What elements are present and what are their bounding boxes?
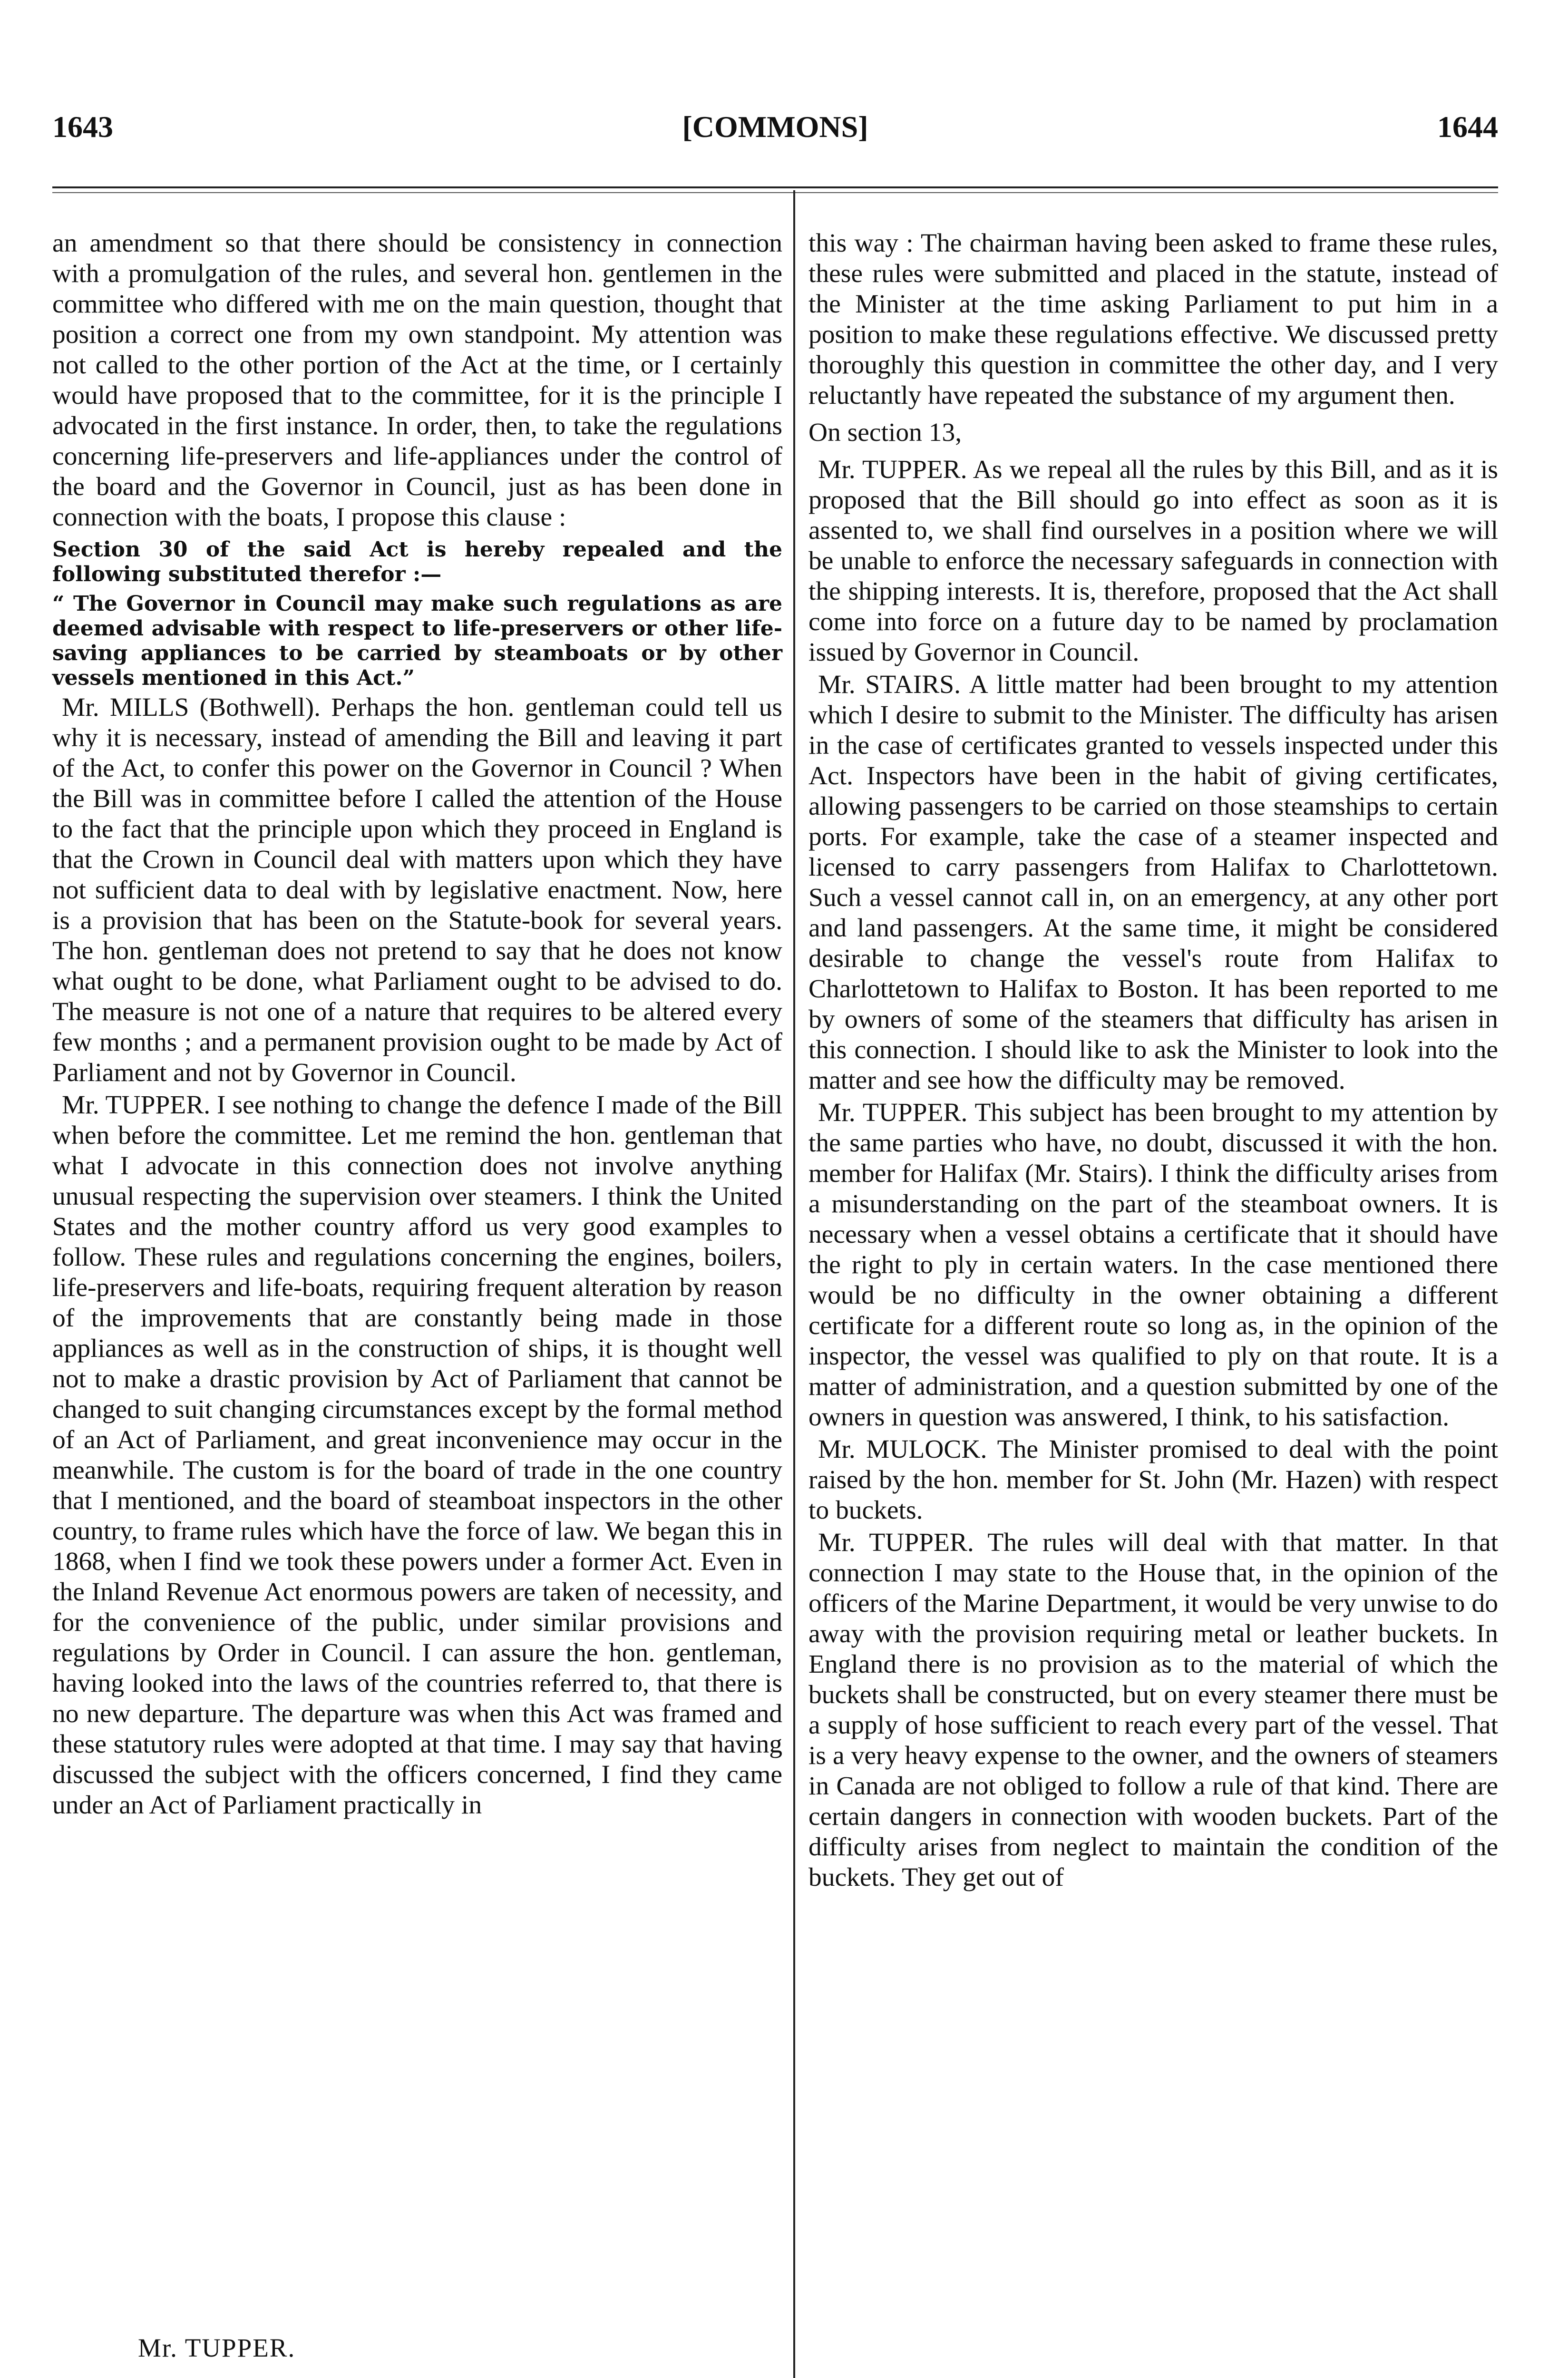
paragraph: Mr. STAIRS. A little matter had been brought to my attention which I desire to submit to the Minister. The difficulty has arisen in the case of certificates granted to vessels inspected under this Act. Inspectors have been in the habit of giving certificates, allowing passengers to be carried on those steamships to certain ports. For example, take the case of a steamer inspected and licensed to carry passengers from Halifax to Charlottetown. Such a vessel cannot call in, on an emergency, at any other port and land passengers. At the same time, it might be considered desirable to change the vessel's route from Halifax to Charlottetown to Halifax to Boston. It has been reported to me by owners of some of the steamers that difficulty has arisen in this connection. I should like to ask the Minister to look into the matter and see how the difficulty may be removed. [808,670,1498,1095]
clause-text: “ The Governor in Council may make such regulations as are deemed advisable with respect to life-preservers or other life-saving appliances to be carried by steamboats or by other vessels mentioned in this Act.” [52,592,782,690]
paragraph: Mr. TUPPER. This subject has been brought to my attention by the same parties who have, no doubt, discussed it with the hon. member for Halifax (Mr. Stairs). I think the difficulty arises from a misunderstanding on the part of the steamboat owners. It is necessary when a vessel obtains a certificate that it should have the right to ply in certain waters. In the case mentioned there would be no difficulty in the owner obtaining a different certificate for a different route so long as, in the opinion of the inspector, the vessel was qualified to ply on that route. It is a matter of administration, and a question submitted by one of the owners in question was answered, I think, to his satisfaction. [808,1098,1498,1432]
clause-heading: Section 30 of the said Act is hereby repealed and the following substituted therefor :— [52,537,782,586]
page-number-right: 1644 [1437,110,1498,144]
page-header [52,109,1498,162]
section-heading: On section 13, [808,418,962,447]
right-column [808,228,1498,1895]
page-number-left: 1643 [52,110,113,144]
header-rule [52,186,1498,188]
footer-speaker: Mr. TUPPER. [138,2333,296,2362]
paragraph: Mr. TUPPER. As we repeal all the rules by this Bill, and as it is proposed that the Bill should go into effect as soon as it is assented to, we shall find ourselves in a position where we will be unable to enforce the necessary safeguards in connection with the shipping interests. It is, therefore, proposed that the Act shall come into force on a future day to be named by proclamation issued by Governor in Council. [808,455,1498,667]
column-divider [793,190,795,2378]
paragraph: this way : The chairman having been asked to frame these rules, these rules were submitted and placed in the statute, instead of the Minister at the time asking Parliament to put him in a position to make these regulations effective. We discussed pretty thoroughly this question in committee the other day, and I very reluctantly have repeated the substance of my argument then. [808,229,1498,410]
paragraph: Mr. MULOCK. The Minister promised to deal with the point raised by the hon. member for St. John (Mr. Hazen) with respect to buckets. [808,1435,1498,1525]
running-head: [COMMONS] [682,110,868,144]
header-rule-thin [52,192,1498,193]
paragraph: an amendment so that there should be consistency in connection with a promulgation of the rules, and several hon. gentlemen in the committee who differed with me on the main question, thought that position a correct one from my own standpoint. My attention was not called to the other portion of the Act at the time, or I certainly would have proposed that to the committee, for it is the principle I advocated in the first instance. In order, then, to take the regulations concerning life-preservers and life-appliances under the control of the board and the Governor in Council, just as has been done in connection with the boats, I propose this clause : [52,229,782,532]
left-column [52,228,782,1822]
paragraph: Mr. TUPPER. The rules will deal with that matter. In that connection I may state to the House that, in the opinion of the officers of the Marine Department, it would be very unwise to do away with the provision requiring metal or leather buckets. In England there is no provision as to the material of which the buckets shall be constructed, but on every steamer there must be a supply of hose sufficient to reach every part of the vessel. That is a very heavy expense to the owner, and the owners of steamers in Canada are not obliged to follow a rule of that kind. There are certain dangers in connection with wooden buckets. Part of the difficulty arises from neglect to maintain the condition of the buckets. They get out of [808,1528,1498,1892]
paragraph: Mr. MILLS (Bothwell). Perhaps the hon. gentleman could tell us why it is necessary, instead of amending the Bill and leaving it part of the Act, to confer this power on the Governor in Council ? When the Bill was in committee before I called the attention of the House to the fact that the principle upon which they proceed in England is that the Crown in Council deal with matters upon which they have not sufficient data to deal with by legislative enactment. Now, here is a provision that has been on the Statute-book for several years. The hon. gentleman does not pretend to say that he does not know what ought to be done, what Parliament ought to be advised to do. The measure is not one of a nature that requires to be altered every few months ; and a permanent provision ought to be made by Act of Parliament and not by Governor in Council. [52,693,782,1087]
paragraph: Mr. TUPPER. I see nothing to change the defence I made of the Bill when before the committee. Let me remind the hon. gentleman that what I advocate in this connection does not involve anything unusual respecting the supervision over steamers. I think the United States and the mother country afford us very good examples to follow. These rules and regulations concerning the engines, boilers, life-preservers and life-boats, requiring frequent alteration by reason of the improvements that are constantly being made in those appliances as well as in the construction of ships, it is thought well not to make a drastic provision by Act of Parliament that cannot be changed to suit changing circumstances except by the formal method of an Act of Parliament, and great inconvenience may occur in the meanwhile. The custom is for the board of trade in the one country that I mentioned, and the board of steamboat inspectors in the other country, to frame rules which have the force of law. We began this in 1868, when I find we took these powers under a former Act. Even in the Inland Revenue Act enormous powers are taken of necessity, and for the convenience of the public, under similar provisions and regulations by Order in Council. I can assure the hon. gentleman, having looked into the laws of the countries referred to, that there is no new departure. The departure was when this Act was framed and these statutory rules were adopted at that time. I may say that having discussed the subject with the officers concerned, I find they came under an Act of Parliament practically in [52,1091,782,1820]
